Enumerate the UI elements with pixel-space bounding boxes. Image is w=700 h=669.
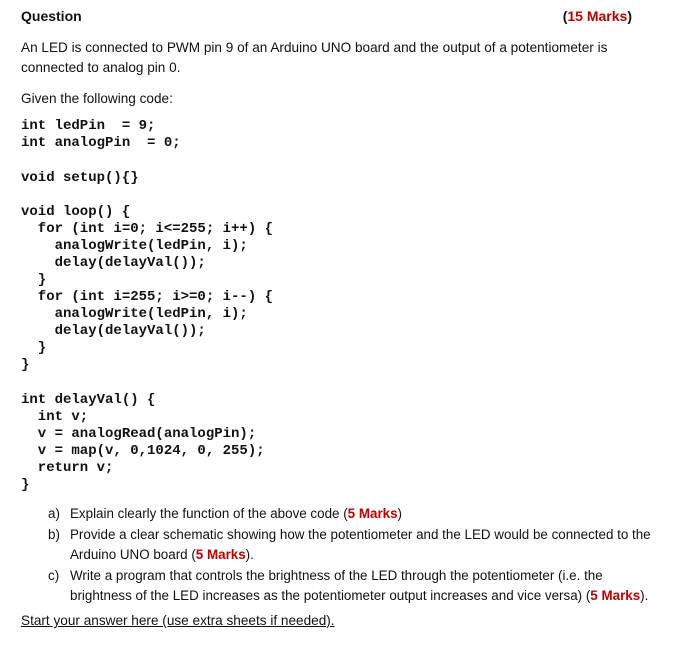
sub-question-text: Write a program that controls the brightness of the LED through the potentiometer (i.e. the brightness of the LED increases as the potentiometer output increases and vice versa): [70, 568, 603, 603]
code-delayval: int delayVal() { int v; v = analogRead(analogPin); v = map(v, 0,1024, 0, 255); return v; }: [21, 392, 265, 493]
sub-question-marks: 5 Marks: [590, 588, 641, 603]
sub-question-marks: 5 Marks: [195, 547, 246, 562]
code-loop: void loop() { for (int i=0; i<=255; i++) { analogWrite(ledPin, i); delay(delayVal()); } for (int i=255; i>=0; i--) { analogWrite(ledPin, i); delay(delayVal()); } }: [21, 204, 274, 373]
sub-question-text: Explain clearly the function of the above code: [70, 506, 340, 521]
given-label: Given the following code:: [21, 91, 173, 106]
sub-question-letter: c): [48, 568, 60, 583]
sub-question-text: Provide a clear schematic showing how the potentiometer and the LED would be connected to the Arduino UNO board: [70, 527, 651, 562]
sub-question-b: b) Provide a clear schematic showing how the potentiometer and the LED would be connected to the Arduino UNO board (5 Marks).: [48, 525, 660, 565]
sub-question-letter: b): [48, 527, 60, 542]
answer-start-note: Start your answer here (use extra sheets if needed).: [21, 613, 335, 628]
sub-question-a: a) Explain clearly the function of the above code (5 Marks): [48, 504, 660, 524]
code-variables: int ledPin = 9; int analogPin = 0;: [21, 118, 181, 151]
code-setup: void setup(){}: [21, 170, 139, 186]
total-marks-value: 15 Marks: [567, 8, 628, 24]
total-marks: (15 Marks): [562, 8, 632, 24]
intro-paragraph: An LED is connected to PWM pin 9 of an Arduino UNO board and the output of a potentiometer is connected to analog pin 0.: [21, 40, 608, 75]
sub-question-letter: a): [48, 506, 60, 521]
question-title: Question: [21, 8, 82, 24]
sub-question-marks: 5 Marks: [347, 506, 398, 521]
sub-question-c: c) Write a program that controls the brightness of the LED through the potentiometer (i.e. the brightness of the LED increases as the potentiometer output increases and vice versa) (5 Marks).: [48, 566, 660, 606]
sub-questions: [48, 504, 660, 607]
question-header: [21, 8, 676, 28]
